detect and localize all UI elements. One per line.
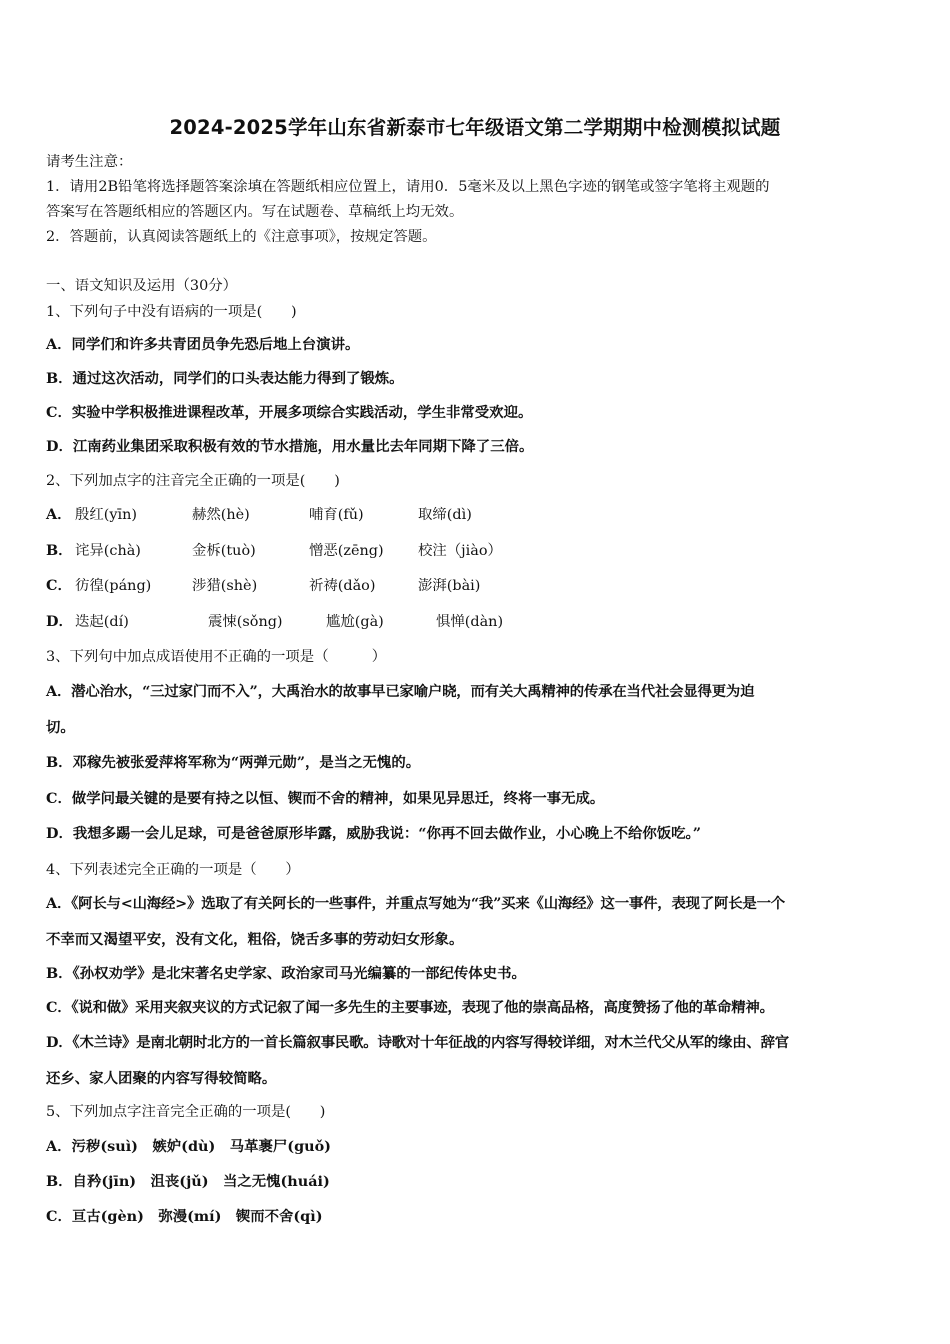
- option-item: 祈祷(dǎo): [309, 578, 376, 594]
- option-label: D．: [46, 613, 73, 630]
- option-item: 尴尬(gà): [326, 614, 384, 630]
- question-5-option-a: A．污秽(suì) 嫉妒(dù) 马革裹尸(guǒ): [46, 1138, 331, 1155]
- option-item: 校注（jiào）: [418, 543, 502, 559]
- question-5-stem: 5、下列加点字注音完全正确的一项是( ): [46, 1104, 326, 1120]
- option-item: 金柝(tuò): [192, 543, 256, 559]
- question-4-option-c: C．《说和做》采用夹叙夹议的方式记叙了闻一多先生的主要事迹，表现了他的崇高品格，高度赞扬了他的革命精神。: [46, 999, 774, 1016]
- page-title: 2024-2025学年山东省新泰市七年级语文第二学期期中检测模拟试题: [169, 116, 781, 139]
- option-item: 彷徨(páng): [75, 578, 152, 594]
- question-4-option-a-line-1: A．《阿长与<山海经>》选取了有关阿长的一些事件，并重点写她为“我”买来《山海经》这一事件，表现了阿长是一个: [46, 895, 785, 912]
- question-1-option-d: D．江南药业集团采取积极有效的节水措施，用水量比去年同期下降了三倍。: [46, 438, 534, 455]
- option-item: 憎恶(zēng): [309, 543, 384, 559]
- question-4-stem: 4、下列表述完全正确的一项是（ ）: [46, 862, 300, 878]
- question-1-stem: 1、下列句子中没有语病的一项是( ): [46, 304, 297, 320]
- option-item: 涉猎(shè): [192, 578, 258, 594]
- notice-item-1-line-2: 答案写在答题纸相应的答题区内。写在试题卷、草稿纸上均无效。: [46, 204, 464, 220]
- option-item: 赫然(hè): [192, 507, 250, 523]
- question-2-stem: 2、下列加点字的注音完全正确的一项是( ): [46, 473, 340, 489]
- question-3-option-a-line-2: 切。: [46, 719, 75, 736]
- option-label: B．: [46, 542, 73, 559]
- question-3-stem: 3、下列句中加点成语使用不正确的一项是（ ）: [46, 649, 387, 665]
- question-1-option-c: C．实验中学积极推进课程改革，开展多项综合实践活动，学生非常受欢迎。: [46, 404, 533, 421]
- question-4-option-b: B．《孙权劝学》是北宋著名史学家、政治家司马光编纂的一部纪传体史书。: [46, 965, 526, 982]
- question-4-option-a-line-2: 不幸而又渴望平安，没有文化，粗俗，饶舌多事的劳动妇女形象。: [46, 931, 464, 948]
- question-3-option-d: D．我想多踢一会儿足球，可是爸爸原形毕露，威胁我说：“你再不回去做作业，小心晚上不给你饭吃。”: [46, 825, 702, 842]
- question-5-option-b: B．自矜(jīn) 沮丧(jǔ) 当之无愧(huái): [46, 1173, 330, 1190]
- notice-item-1-line-1: 1．请用2B铅笔将选择题答案涂填在答题纸相应位置上，请用0．5毫米及以上黑色字迹的钢笔或签字笔将主观题的: [46, 179, 770, 195]
- option-item: 澎湃(bài): [418, 578, 481, 594]
- question-1-option-b: B．通过这次活动，同学们的口头表达能力得到了锻炼。: [46, 370, 404, 387]
- section-heading: 一、语文知识及运用（30分）: [46, 278, 237, 294]
- option-item: 哺育(fǔ): [309, 507, 364, 523]
- option-item: 震悚(sǒng): [208, 614, 283, 630]
- option-item: 惧惮(dàn): [436, 614, 504, 630]
- option-item: 殷红(yīn): [75, 507, 138, 523]
- question-4-option-d-line-2: 还乡、家人团聚的内容写得较简略。: [46, 1070, 277, 1087]
- notice-item-2: 2．答题前，认真阅读答题纸上的《注意事项》，按规定答题。: [46, 229, 437, 245]
- question-3-option-b: B．邓稼先被张爱萍将军称为“两弹元勋”，是当之无愧的。: [46, 754, 421, 771]
- question-1-option-a: A．同学们和许多共青团员争先恐后地上台演讲。: [46, 336, 360, 353]
- option-item: 诧异(chà): [75, 543, 141, 559]
- option-label: C．: [46, 577, 72, 594]
- option-item: 迭起(dí): [75, 614, 129, 630]
- notice-heading: 请考生注意：: [46, 154, 133, 170]
- question-3-option-c: C．做学问最关键的是要有持之以恒、锲而不舍的精神，如果见异思迁，终将一事无成。: [46, 790, 605, 807]
- question-4-option-d-line-1: D．《木兰诗》是南北朝时北方的一首长篇叙事民歌。诗歌对十年征战的内容写得较详细，对木兰代父从军的缘由、辞官: [46, 1034, 789, 1051]
- option-label: A．: [46, 506, 72, 523]
- question-5-option-c: C．亘古(gèn) 弥漫(mí) 锲而不舍(qì): [46, 1208, 323, 1225]
- question-3-option-a-line-1: A．潜心治水，“三过家门而不入”，大禹治水的故事早已家喻户晓，而有关大禹精神的传承在当代社会显得更为迫: [46, 683, 755, 700]
- option-item: 取缔(dì): [418, 507, 472, 523]
